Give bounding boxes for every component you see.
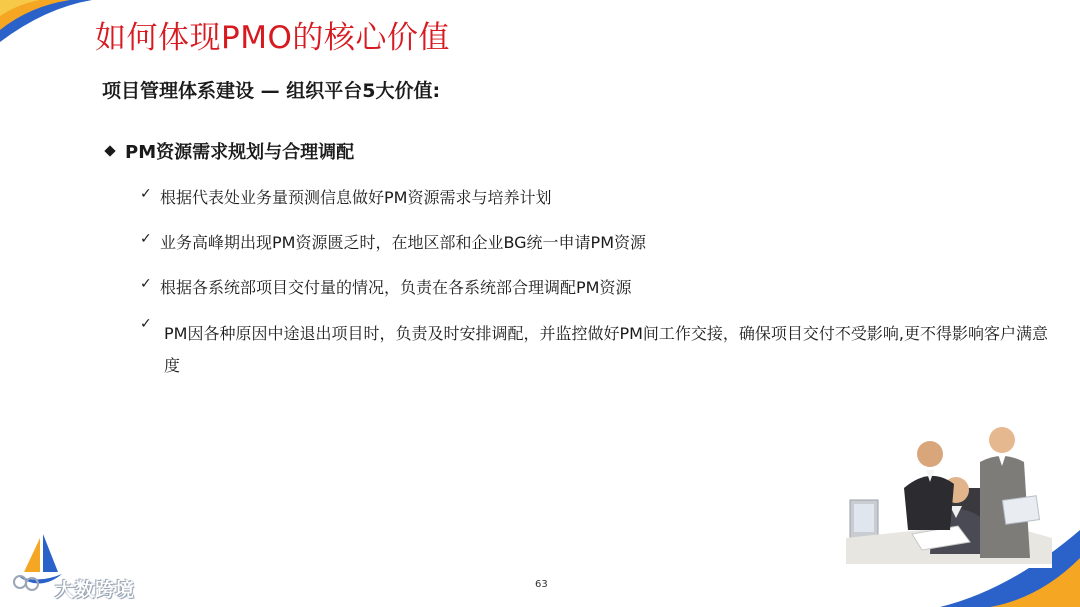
list-item: [140, 229, 1050, 256]
list-item-text: 根据各系统部项目交付量的情况，负责在各系统部合理调配PM资源: [160, 278, 632, 297]
list-item: [140, 184, 1050, 211]
list-item: [140, 274, 1050, 301]
list-item-text: 业务高峰期出现PM资源匮乏时，在地区部和企业BG统一申请PM资源: [160, 233, 647, 252]
checkmark-icon: ✓: [140, 276, 152, 292]
list-item: [140, 318, 1050, 382]
checkmark-icon: ✓: [140, 231, 152, 247]
page-number: 63: [535, 579, 548, 590]
business-meeting-photo: [846, 418, 1052, 568]
main-bullet-text: PM资源需求规划与合理调配: [125, 142, 355, 163]
logo-text: 大数跨境: [55, 579, 136, 601]
slide-subtitle: 项目管理体系建设 — 组织平台5大价值:: [102, 80, 441, 102]
list-item-text: PM因各种原因中途退出项目时，负责及时安排调配，并监控做好PM间工作交接，确保项目交付不受影响,更不得影响客户满意度: [164, 324, 1048, 375]
main-bullet: [104, 138, 354, 164]
list-item-text: 根据代表处业务量预测信息做好PM资源需求与培养计划: [160, 188, 552, 207]
slide-title: 如何体现PMO的核心价值: [95, 20, 450, 56]
top-left-corner-decoration: [0, 0, 95, 50]
diamond-bullet-icon: [104, 145, 115, 156]
checkmark-icon: ✓: [140, 186, 152, 202]
checkmark-icon: ✓: [140, 316, 152, 332]
checklist: [140, 184, 1050, 382]
